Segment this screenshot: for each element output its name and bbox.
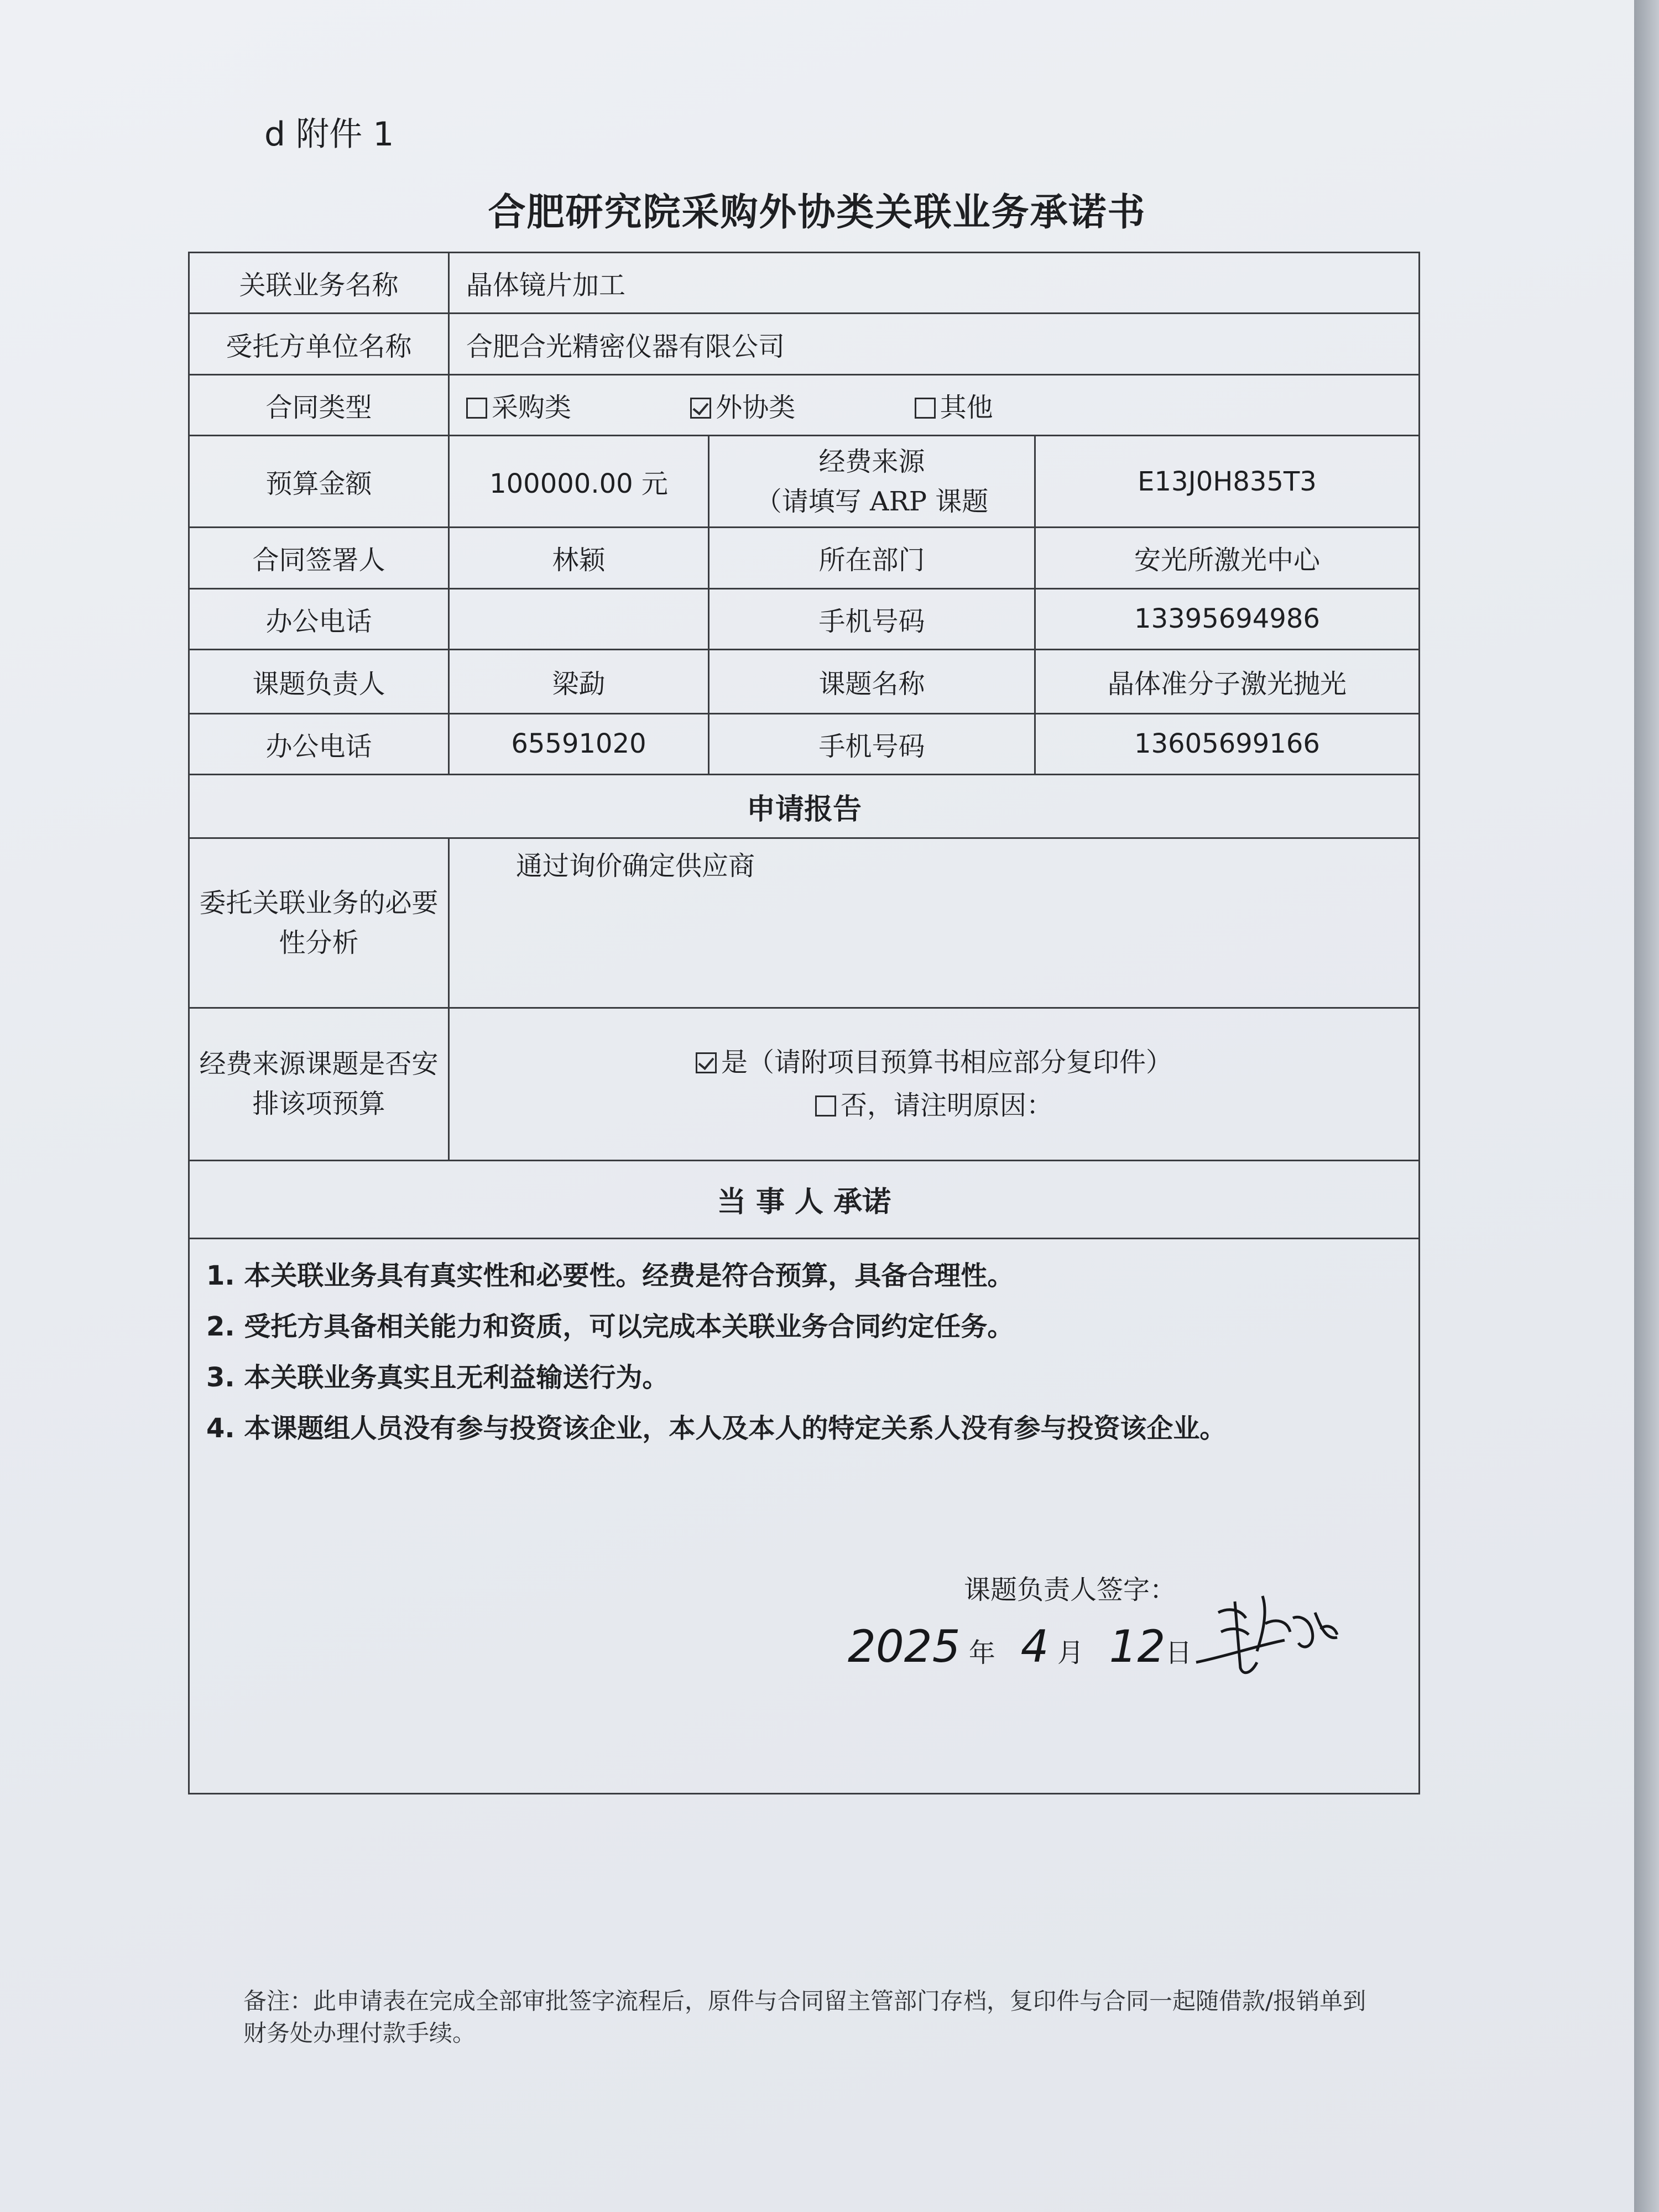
checkbox-purchase — [466, 398, 487, 419]
annex-label: d 附件 1 — [264, 115, 394, 154]
page-edge — [1634, 0, 1659, 2212]
project-name-value: 晶体准分子激光抛光 — [1035, 650, 1420, 713]
row-budget-check — [189, 1008, 1420, 1160]
row-commitment-body — [189, 1238, 1420, 1793]
row-necessity — [189, 838, 1420, 1008]
signer-value: 林颖 — [449, 528, 709, 588]
date-month-unit: 月 — [1057, 1637, 1084, 1668]
row-application-heading — [189, 775, 1420, 838]
row-trustee — [189, 314, 1420, 374]
application-heading: 申请报告 — [189, 775, 1420, 838]
office-phone-label-1: 办公电话 — [189, 588, 449, 649]
budget-check-label: 经费来源课题是否安排该项预算 — [189, 1008, 449, 1160]
leader-value: 梁勐 — [449, 650, 709, 713]
option-no: 否，请注明原因： — [457, 1084, 1411, 1127]
necessity-value: 通过询价确定供应商 — [449, 838, 1420, 1008]
commitment-form-table — [188, 252, 1420, 1794]
contract-type-options — [449, 374, 1420, 435]
budget-label: 预算金额 — [189, 436, 449, 528]
checkbox-other — [915, 398, 936, 419]
office-phone-value-2: 65591020 — [449, 713, 709, 774]
commitment-item: 3. 本关联业务真实且无利益输送行为。 — [206, 1361, 669, 1393]
row-leader — [189, 650, 1420, 713]
commitment-list — [190, 1239, 1418, 1454]
checkbox-yes — [696, 1052, 717, 1073]
signature-label: 课题负责人签字： — [964, 1574, 1177, 1605]
business-name-value: 晶体镜片加工 — [449, 253, 1420, 314]
date-year-unit: 年 — [968, 1637, 995, 1668]
signer-label: 合同签署人 — [189, 528, 449, 588]
date-year: 2025 — [848, 1620, 961, 1672]
trustee-label: 受托方单位名称 — [189, 314, 449, 374]
option-outsourcing: 外协类 — [690, 386, 795, 424]
business-name-label: 关联业务名称 — [189, 253, 449, 314]
checkbox-no — [815, 1095, 836, 1117]
commitment-body — [189, 1238, 1420, 1793]
office-phone-value-1 — [449, 588, 709, 649]
date-day-unit: 日 — [1165, 1637, 1192, 1668]
option-yes: 是（请附项目预算书相应部分复印件） — [457, 1041, 1411, 1084]
date-month: 4 — [1020, 1620, 1049, 1672]
project-name-label: 课题名称 — [709, 650, 1035, 713]
row-budget — [189, 436, 1420, 528]
fund-source-value: E13J0H835T3 — [1035, 436, 1420, 528]
fund-source-label: 经费来源 （请填写 ARP 课题 — [709, 436, 1035, 528]
option-purchase: 采购类 — [466, 386, 571, 424]
handwritten-signature — [1180, 1579, 1345, 1690]
row-office-phone-2 — [189, 713, 1420, 774]
row-contract-type — [189, 374, 1420, 435]
commitment-item: 1. 本关联业务具有真实性和必要性。经费是符合预算，具备合理性。 — [206, 1260, 1014, 1291]
mobile-label-1: 手机号码 — [709, 588, 1035, 649]
date-day: 12 — [1109, 1620, 1166, 1672]
commitment-heading: 当 事 人 承诺 — [189, 1160, 1420, 1238]
budget-value: 100000.00 元 — [449, 436, 709, 528]
contract-type-label: 合同类型 — [189, 374, 449, 435]
signature-date — [848, 1621, 1192, 1672]
option-other: 其他 — [915, 386, 993, 424]
checkbox-outsourcing — [690, 398, 711, 419]
budget-check-options — [449, 1008, 1420, 1160]
dept-label: 所在部门 — [709, 528, 1035, 588]
row-signer — [189, 528, 1420, 588]
row-commitment-heading — [189, 1160, 1420, 1238]
mobile-label-2: 手机号码 — [709, 713, 1035, 774]
commitment-item: 4. 本课题组人员没有参与投资该企业，本人及本人的特定关系人没有参与投资该企业。 — [206, 1412, 1227, 1444]
mobile-value-1: 13395694986 — [1035, 588, 1420, 649]
row-business-name — [189, 253, 1420, 314]
leader-label: 课题负责人 — [189, 650, 449, 713]
office-phone-label-2: 办公电话 — [189, 713, 449, 774]
document-title: 合肥研究院采购外协类关联业务承诺书 — [488, 191, 1146, 234]
row-office-phone-1 — [189, 588, 1420, 649]
necessity-label: 委托关联业务的必要性分析 — [189, 838, 449, 1008]
mobile-value-2: 13605699166 — [1035, 713, 1420, 774]
commitment-item: 2. 受托方具备相关能力和资质，可以完成本关联业务合同约定任务。 — [206, 1311, 1014, 1342]
dept-value: 安光所激光中心 — [1035, 528, 1420, 588]
footer-note: 备注：此申请表在完成全部审批签字流程后，原件与合同留主管部门存档，复印件与合同一起随借款/报销单到财务处办理付款手续。 — [243, 1987, 1366, 2047]
trustee-value: 合肥合光精密仪器有限公司 — [449, 314, 1420, 374]
